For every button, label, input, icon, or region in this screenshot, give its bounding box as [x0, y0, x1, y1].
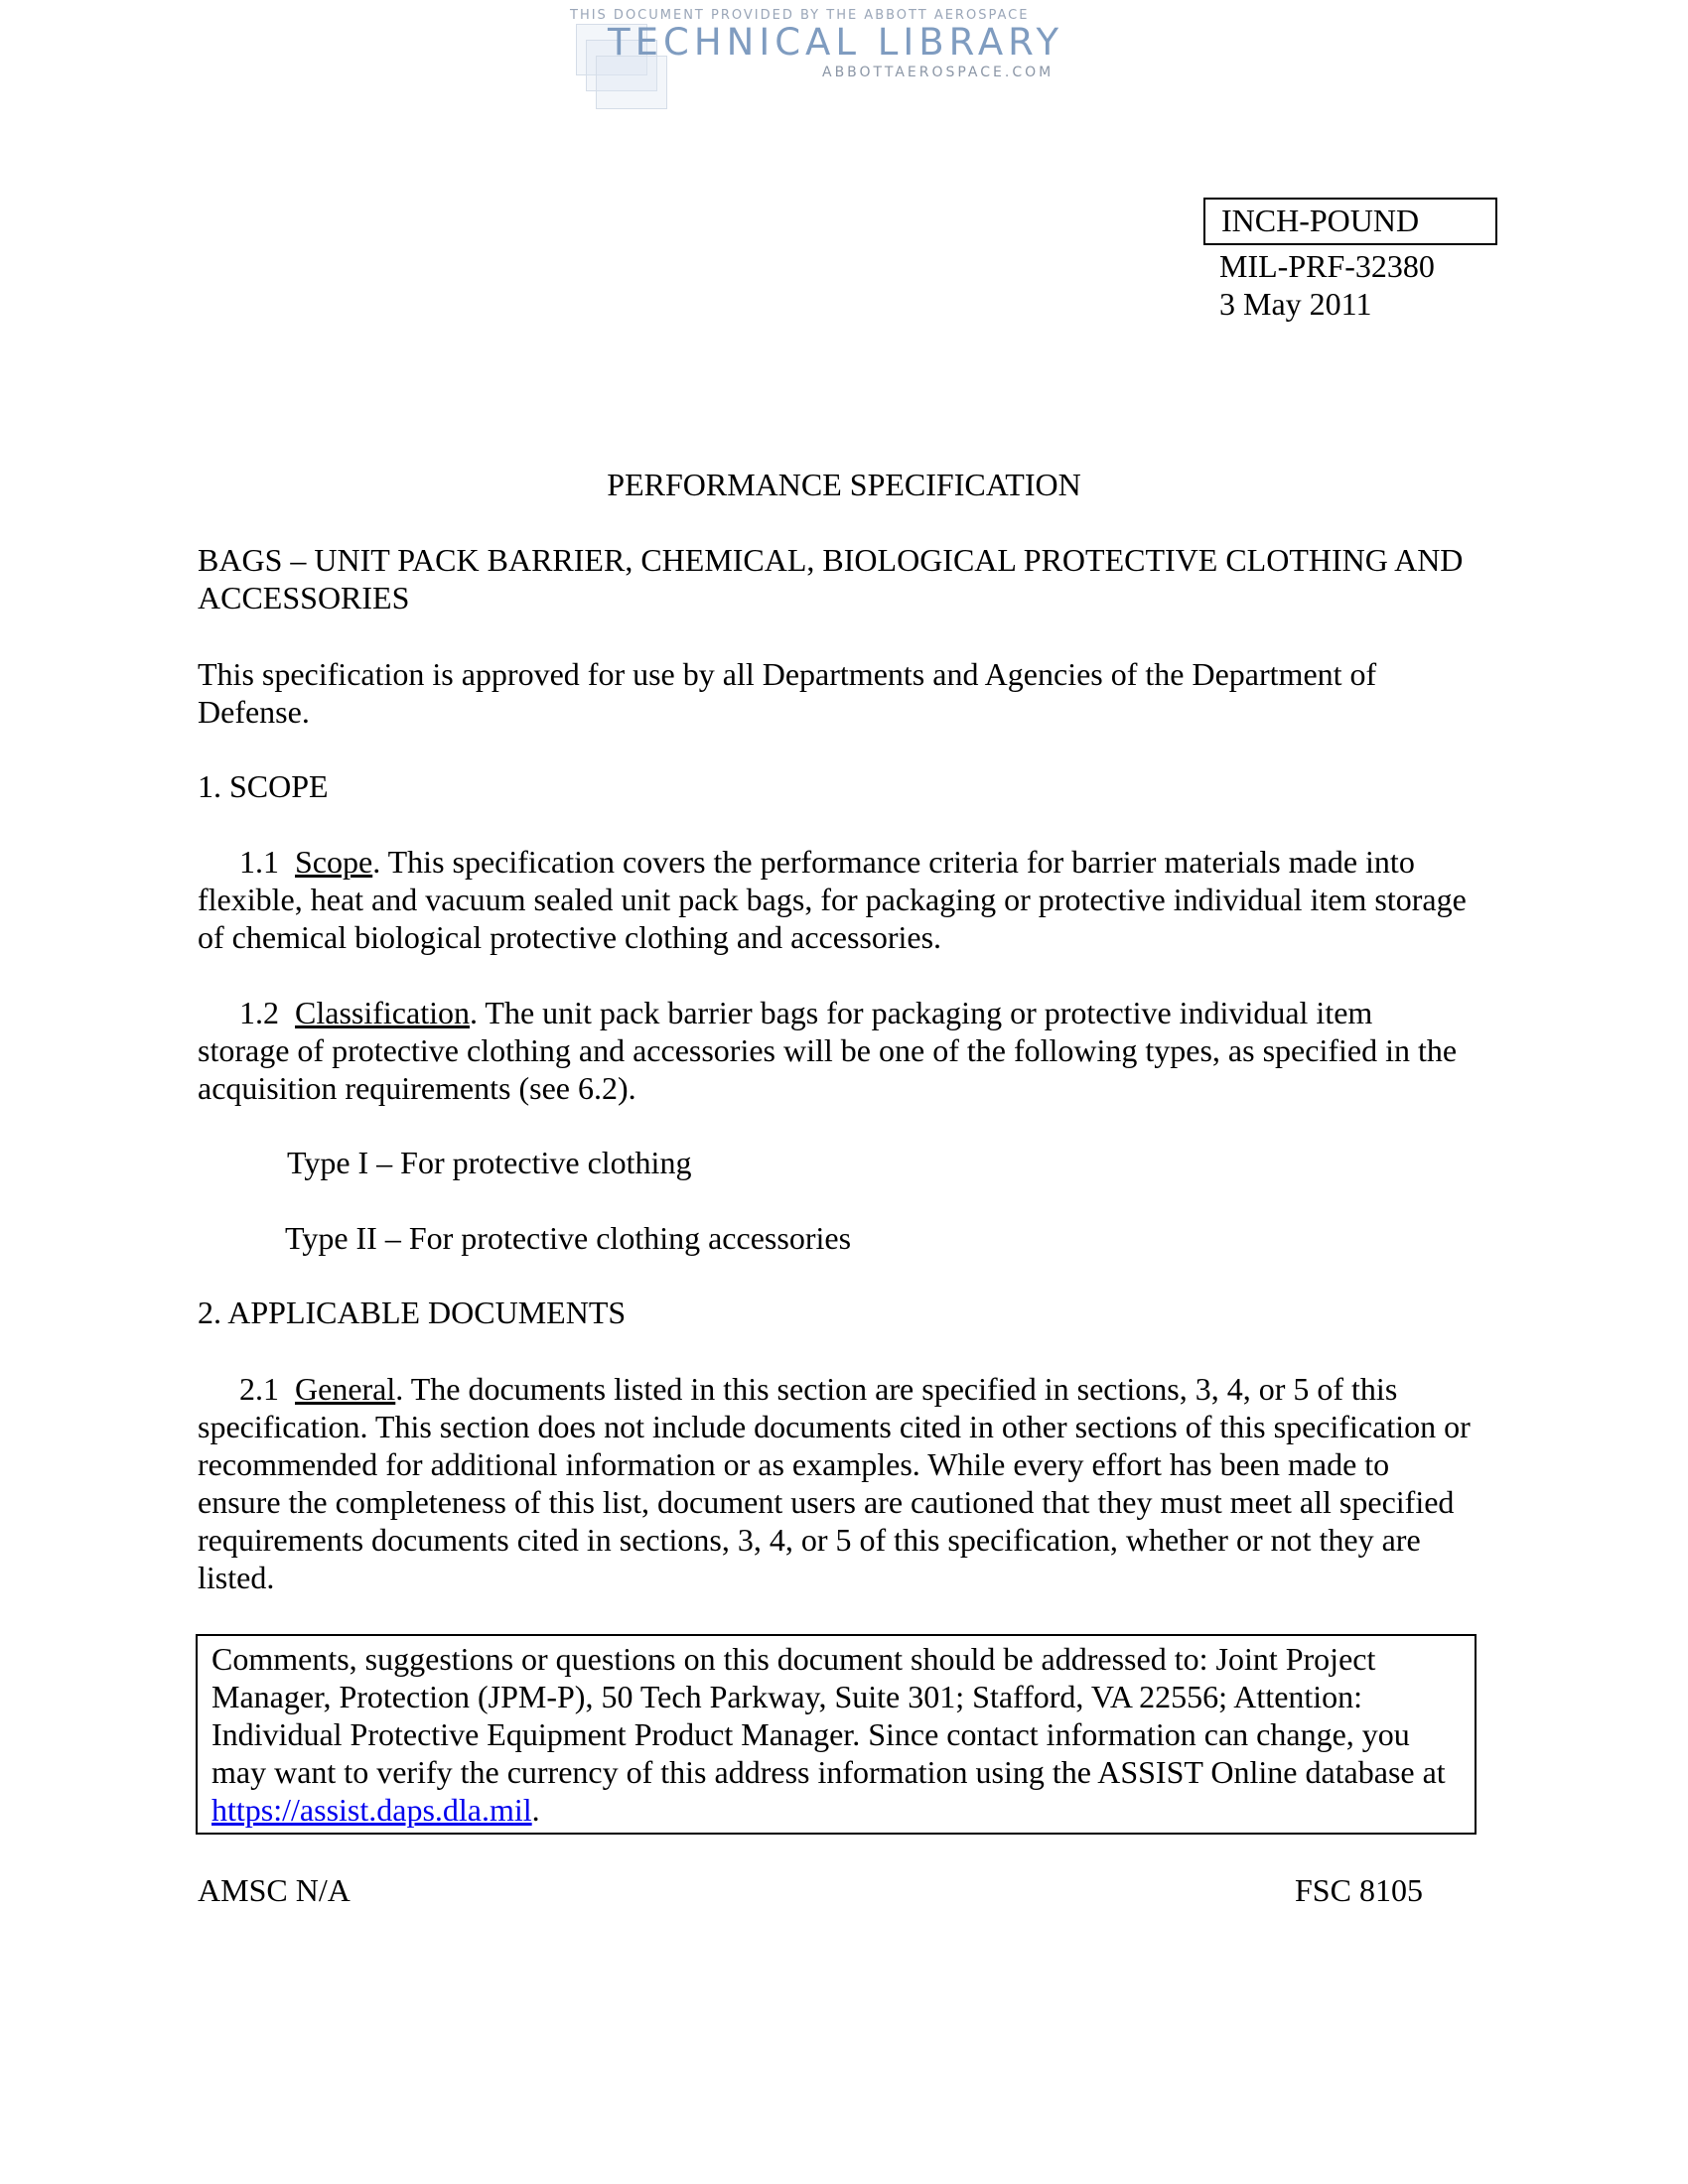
type-i-item: Type I – For protective clothing [287, 1145, 692, 1180]
type-ii-item: Type II – For protective clothing accessories [285, 1220, 852, 1256]
paragraph-1-1 [198, 843, 1474, 956]
inch-pound-box: INCH-POUND [1203, 198, 1497, 245]
document-subtitle: BAGS – UNIT PACK BARRIER, CHEMICAL, BIOLOGICAL PROTECTIVE CLOTHING AND ACCESSORIES [198, 542, 1464, 615]
section-2-heading: 2. APPLICABLE DOCUMENTS [198, 1295, 627, 1330]
comments-end: . [531, 1792, 540, 1828]
document-title: PERFORMANCE SPECIFICATION [607, 467, 1081, 502]
abbott-watermark-logo [566, 4, 1082, 113]
watermark-line1: THIS DOCUMENT PROVIDED BY THE ABBOTT AEROSPACE [570, 8, 1030, 23]
assist-link[interactable]: https://assist.daps.dla.mil [211, 1792, 532, 1828]
watermark-line2: TECHNICAL LIBRARY [608, 21, 1064, 64]
paragraph-1-2 [198, 994, 1459, 1107]
doc-number: MIL-PRF-32380 [1219, 248, 1435, 284]
amsc-label: AMSC N/A [198, 1872, 351, 1908]
para-text: . The documents listed in this section are specified in sections, 3, 4, or 5 of this specification. This section does not include documents cited in other sections of this specification or recommended for additional information or as examples. While every effort has been made to ensure the completeness of this list, document users are cautioned that they must meet all specified requirements documents cited in sections, 3, 4, or 5 of this specification, whether or not they are listed. [198, 1371, 1471, 1595]
para-title: Classification [295, 995, 470, 1030]
para-number: 2.1 [239, 1371, 279, 1407]
comments-box [196, 1634, 1477, 1835]
para-number: 1.2 [239, 995, 279, 1030]
approval-statement: This specification is approved for use by all Departments and Agencies of the Department of Defense. [198, 656, 1377, 730]
fsc-label: FSC 8105 [1295, 1872, 1423, 1908]
comments-text: Comments, suggestions or questions on this document should be addressed to: Joint Project Manager, Protection (JPM-P), 50 Tech Parkway, Suite 301; Stafford, VA 22556; Attention: Individual Protective Equipment Product Manager. Since contact information can change, you may want to verify the currency of this address information using the ASSIST Online database at [211, 1641, 1446, 1790]
paragraph-2-1 [198, 1370, 1474, 1596]
para-text: . The unit pack barrier bags for packaging or protective individual item storage of protective clothing and accessories will be one of the following types, as specified in the acquisition requirements (see 6.2). [198, 995, 1458, 1106]
para-number: 1.1 [239, 844, 279, 880]
doc-date: 3 May 2011 [1219, 286, 1372, 322]
para-text: . This specification covers the performance criteria for barrier materials made into flexible, heat and vacuum sealed unit pack bags, for packaging or protective individual item storage of chemical biological protective clothing and accessories. [198, 844, 1467, 955]
section-1-heading: 1. SCOPE [198, 768, 329, 804]
para-title: Scope [295, 844, 373, 880]
watermark-line3: ABBOTTAEROSPACE.COM [822, 65, 1055, 80]
para-title: General [295, 1371, 396, 1407]
